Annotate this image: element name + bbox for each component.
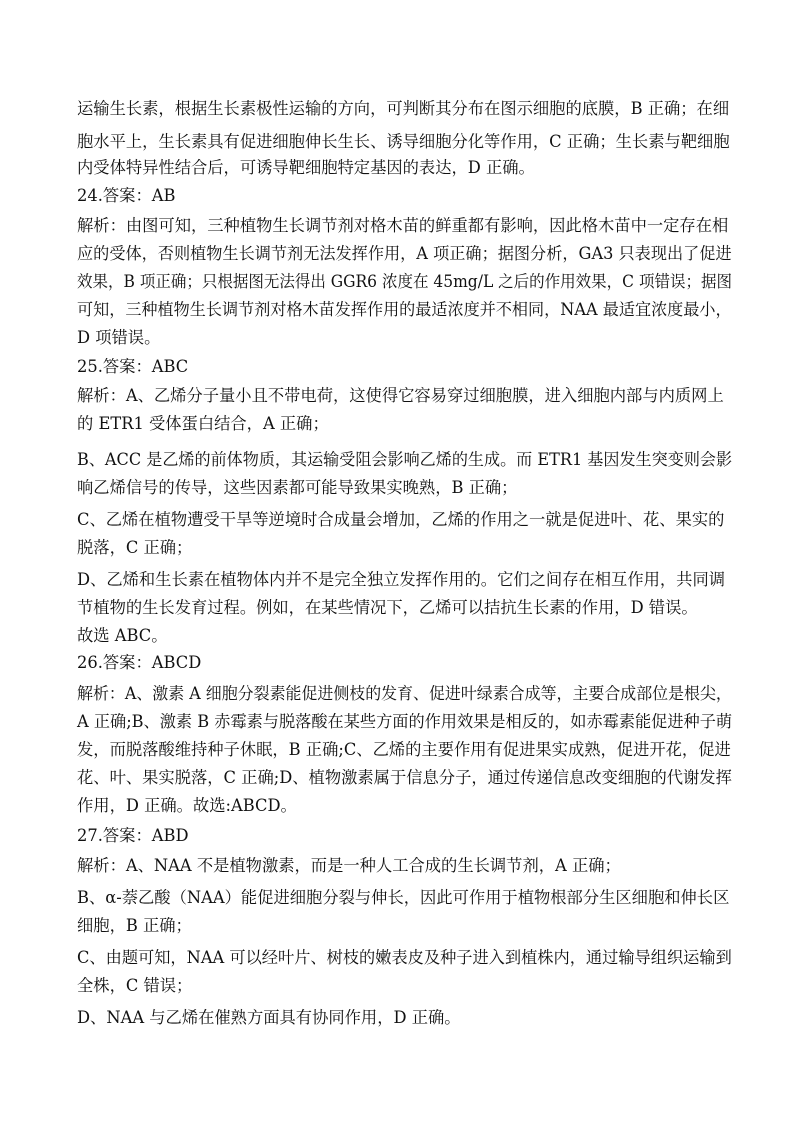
text-line: D、NAA 与乙烯在催熟方面具有协同作用，D 正确。	[77, 1008, 461, 1027]
text-line: 内受体特异性结合后，可诱导靶细胞特定基因的表达，D 正确。	[77, 158, 535, 177]
text-line: D 项错误。	[77, 328, 161, 347]
text-line: 解析：由图可知，三种植物生长调节剂对格木苗的鲜重都有影响，因此格木苗中一定存在相	[77, 216, 729, 235]
text-line: 响乙烯信号的传导，这些因素都可能导致果实晚熟，B 正确；	[77, 478, 518, 497]
text-line: B、α-萘乙酸（NAA）能促进细胞分裂与伸长，因此可作用于植物根部分生区细胞和伸长区	[77, 888, 730, 907]
text-line: 解析：A、乙烯分子量小且不带电荷，这使得它容易穿过细胞膜，进入细胞内部与内质网上	[77, 386, 724, 405]
text-line: 的 ETR1 受体蛋白结合，A 正确；	[77, 414, 329, 433]
text-line: 细胞，B 正确；	[77, 916, 192, 935]
text-line: 发，而脱落酸维持种子休眠，B 正确;C、乙烯的主要作用有促进果实成熟，促进开花，促进	[77, 740, 731, 759]
text-line: A 正确;B、激素 B 赤霉素与脱落酸在某些方面的作用效果是相反的，如赤霉素能促进种子萌	[77, 712, 733, 731]
text-line: 故选 ABC。	[77, 626, 168, 645]
text-line: 脱落，C 正确；	[77, 538, 193, 557]
text-line: C、由题可知，NAA 可以经叶片、树枝的嫩表皮及种子进入到植株内，通过输导组织运输到	[77, 948, 732, 967]
text-line: B、ACC 是乙烯的前体物质，其运输受阻会影响乙烯的生成。而 ETR1 基因发生突变则会影	[77, 450, 733, 469]
text-line: 运输生长素，根据生长素极性运输的方向，可判断其分布在图示细胞的底膜，B 正确；在细	[77, 99, 730, 118]
answer-heading-26: 26.答案：ABCD	[77, 653, 202, 672]
text-line: 解析：A、激素 A 细胞分裂素能促进侧枝的发育、促进叶绿素合成等，主要合成部位是根尖，	[77, 684, 732, 703]
text-line: 应的受体，否则植物生长调节剂无法发挥作用，A 项正确；据图分析，GA3 只表现出了促进	[77, 244, 732, 263]
text-line: C、乙烯在植物遭受干旱等逆境时合成量会增加，乙烯的作用之一就是促进叶、花、果实的	[77, 510, 725, 529]
answer-heading-24: 24.答案：AB	[77, 186, 176, 205]
text-line: 解析：A、NAA 不是植物激素，而是一种人工合成的生长调节剂，A 正确；	[77, 856, 621, 875]
text-line: 花、叶、果实脱落，C 正确;D、植物激素属于信息分子，通过传递信息改变细胞的代谢发挥	[77, 768, 732, 787]
text-line: 节植物的生长发育过程。例如，在某些情况下，乙烯可以拮抗生长素的作用，D 错误。	[77, 598, 698, 617]
answer-heading-25: 25.答案：ABC	[77, 357, 189, 376]
text-line: 胞水平上，生长素具有促进细胞伸长生长、诱导细胞分化等作用，C 正确；生长素与靶细胞	[77, 132, 730, 151]
text-line: 效果，B 项正确；只根据图无法得出 GGR6 浓度在 45mg/L 之后的作用效果，C 项错误；据图	[77, 272, 732, 291]
text-line: 全株，C 错误；	[77, 976, 193, 995]
text-line: 作用，D 正确。故选:ABCD。	[77, 796, 297, 815]
answer-heading-27: 27.答案：ABD	[77, 826, 189, 845]
text-line: 可知，三种植物生长调节剂对格木苗发挥作用的最适浓度并不相同，NAA 最适宜浓度最小，	[77, 300, 732, 319]
text-line: D、乙烯和生长素在植物体内并不是完全独立发挥作用的。它们之间存在相互作用，共同调	[77, 570, 726, 589]
